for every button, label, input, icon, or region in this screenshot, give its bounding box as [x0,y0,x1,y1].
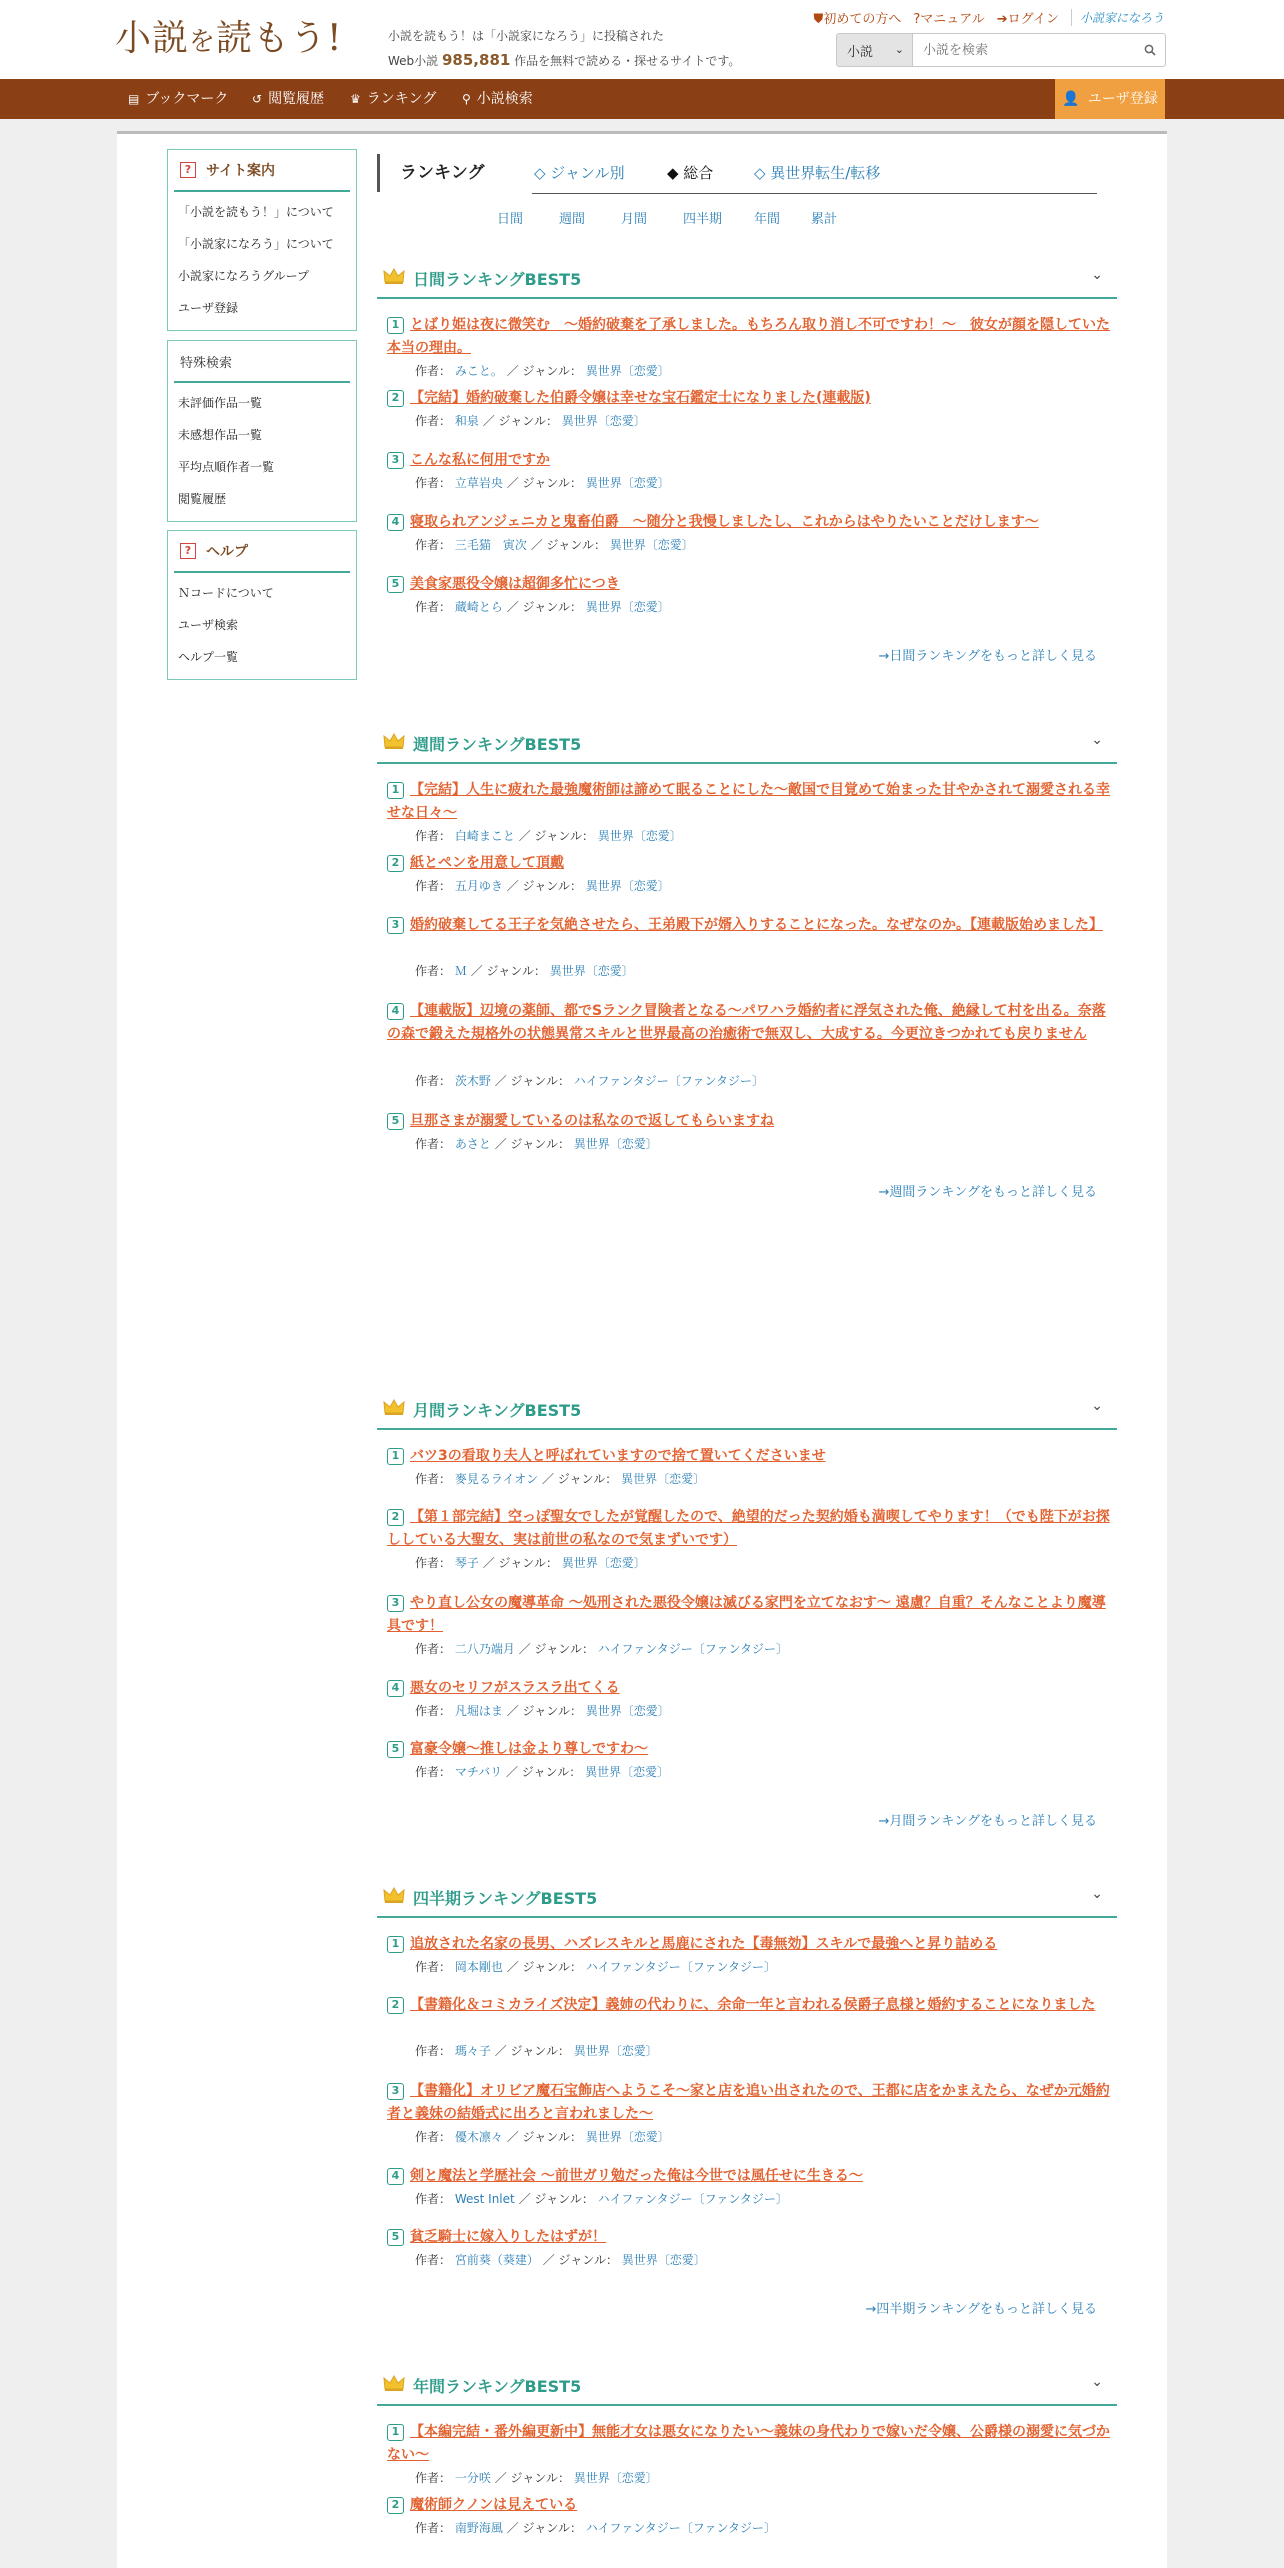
genre-label: ／ ジャンル： [506,2521,582,2535]
author-label: 作者： [415,964,452,978]
novel-meta [415,598,670,615]
ranking-entry [387,2165,1112,2206]
ranking-section-monthly [377,1390,1117,1829]
ranking-entry [387,1738,1112,1779]
author-link[interactable]: 瑪々子 [454,2044,491,2058]
more-ranking-link[interactable]: →週間ランキングをもっと詳しく見る [878,1185,1097,1200]
rank-number: 1 [387,1448,404,1465]
ranking-entry [387,2226,1112,2267]
rank-number: 3 [387,1595,404,1612]
section-header[interactable] [377,1390,1117,1430]
author-link[interactable]: 五月ゆき [454,879,503,893]
special-search-heading: 特殊検索 [174,341,350,383]
ranking-entry [387,2421,1112,2485]
search-button[interactable] [1135,34,1165,66]
ranking-entry [387,449,1112,490]
period-monthly[interactable]: 月間 [621,212,648,227]
novel-title-link[interactable]: 悪女のセリフがスラスラ出てくる [410,1680,620,1696]
genre-link[interactable]: ハイファンタジー〔ファンタジー〕 [597,2192,788,2206]
novel-title-link[interactable]: 貧乏騎士に嫁入りしたはずが！ [410,2229,606,2245]
author-label: 作者： [415,2253,452,2267]
sidebar-special-search [167,340,357,522]
rank-number: 3 [387,2083,404,2100]
author-link[interactable]: 茨木野 [454,1074,491,1088]
author-label: 作者： [415,879,452,893]
help-title: ヘルプ [206,544,248,560]
novel-meta [415,1763,669,1780]
tab-ranking-title: ランキング [377,154,485,192]
novel-meta [415,2190,788,2207]
genre-link[interactable]: 異世界〔恋愛〕 [585,1765,670,1779]
logo-text: 小説 [115,18,190,59]
crown-icon: ♛ [350,92,361,106]
nav-history[interactable] [252,79,324,119]
user-register-label: ユーザ登録 [1087,91,1158,107]
sidebar-item-user-register[interactable]: ユーザ登録 [178,301,239,315]
genre-label: ／ ジャンル： [470,964,546,978]
main-container [117,131,1167,2568]
more-ranking-link[interactable]: →月間ランキングをもっと詳しく見る [878,1814,1097,1829]
author-link[interactable]: 岡本剛也 [454,1960,503,1974]
author-link[interactable]: 三毛猫 寅次 [454,538,527,552]
rank-number: 1 [387,1936,404,1953]
novel-meta [415,1072,764,1089]
novel-meta [415,1958,776,1975]
sidebar-item-unrated[interactable]: 未評価作品一覧 [178,396,263,410]
author-link[interactable]: 宮前葵（葵建） [454,2253,539,2267]
author-label: 作者： [415,364,452,378]
chevron-down-icon[interactable]: ⌄ [1091,1398,1103,1414]
sidebar-item-about-narou[interactable]: 「小説家になろう」について [178,237,334,251]
genre-link[interactable]: 異世界〔恋愛〕 [573,2044,658,2058]
section-title: 月間ランキングBEST5 [413,1401,582,1420]
help-heading [174,531,350,573]
site-logo[interactable] [115,14,343,67]
rank-number: 3 [387,452,404,469]
ranking-section-yearly [377,2366,1117,2535]
genre-label: ／ ジャンル： [542,2253,618,2267]
novel-title-link[interactable]: 追放された名家の長男、ハズレスキルと馬鹿にされた【毒無効】スキルで最強へと昇り詰める [410,1936,998,1952]
genre-link[interactable]: 異世界〔恋愛〕 [585,2130,670,2144]
novel-title-link[interactable]: 【第１部完結】空っぽ聖女でしたが覚醒したので、絶望的だった契約婚も満喫してやります！（でも陛下がお探ししている大聖女、実は前世の私なので気まずいです） [387,1509,1110,1548]
tab-underline [532,193,1097,194]
author-label: 作者： [415,1704,452,1718]
section-title: 年間ランキングBEST5 [413,2377,582,2396]
ranking-tabs [377,154,1097,194]
sidebar-item-help-list[interactable]: ヘルプ一覧 [178,650,239,664]
site-guide-title: サイト案内 [206,163,276,179]
genre-link[interactable]: 異世界〔恋愛〕 [585,879,670,893]
novel-title-link[interactable]: 美食家悪役令嬢は超御多忙につき [410,576,620,592]
genre-label: ／ ジャンル： [506,364,582,378]
novel-meta [415,1640,788,1657]
genre-label: ／ ジャンル： [541,1472,618,1486]
tab-genre[interactable]: ◇ ジャンル別 [534,164,625,182]
ranking-section-daily [377,259,1117,664]
genre-link[interactable]: 異世界〔恋愛〕 [609,538,694,552]
rank-number: 4 [387,514,404,531]
author-label: 作者： [415,414,452,428]
author-link[interactable]: Ｍ [454,964,467,978]
author-label: 作者： [415,1137,452,1151]
author-link[interactable]: 南野海風 [454,2521,503,2535]
author-link[interactable]: みこと。 [454,364,503,378]
ranking-entry [387,1677,1112,1718]
period-cumulative[interactable]: 累計 [811,212,838,227]
author-link[interactable]: 一分咲 [454,2471,491,2485]
novel-count: 985,881 [442,51,511,69]
novel-meta [415,474,670,491]
ranking-entry [387,573,1112,614]
nav-search[interactable] [462,79,533,119]
search-box [836,33,1166,67]
novel-title-link[interactable]: バツ3の看取り夫人と呼ばれていますので捨て置いてくださいませ [410,1448,826,1464]
novel-title-link[interactable]: 【完結】婚約破棄した伯爵令嬢は幸せな宝石鑑定士になりました(連載版) [410,390,871,406]
author-label: 作者： [415,829,452,843]
user-register-button[interactable] [1055,79,1165,119]
novel-meta [415,1135,658,1152]
crown-icon [383,267,405,285]
history-icon: ↺ [252,92,263,106]
ranking-entry [387,1994,1112,2058]
novel-meta [415,362,670,379]
genre-label: ／ ジャンル： [518,829,594,843]
author-link[interactable]: あさと [454,1137,491,1151]
genre-label: ／ ジャンル： [494,1137,570,1151]
ranking-entry [387,1506,1112,1570]
author-link[interactable]: 凡堀はま [454,1704,503,1718]
author-label: 作者： [415,476,452,490]
novel-meta [415,412,646,429]
period-quarterly[interactable]: 四半期 [683,212,723,227]
genre-label: ／ ジャンル： [506,2130,582,2144]
genre-label: ／ ジャンル： [530,538,606,552]
sidebar-site-guide [167,149,357,331]
ranking-entry [387,2080,1112,2144]
manual-link[interactable] [913,8,984,27]
user-icon: 👤 [1062,91,1080,107]
desc-prefix: Web小説 [388,54,439,68]
crown-icon [383,1398,405,1416]
author-link[interactable]: マチバリ [454,1765,503,1779]
site-guide-heading [174,150,350,192]
chevron-down-icon[interactable]: ⌄ [1091,732,1103,748]
genre-link[interactable]: 異世界〔恋愛〕 [573,1137,658,1151]
rank-number: 5 [387,576,404,593]
genre-label: ／ ジャンル： [494,2044,570,2058]
bookmark-list-icon: ▤ [128,92,140,106]
novel-title-link[interactable]: 【書籍化】オリビア魔石宝飾店へようこそ～家と店を追い出されたので、王都に店をかまえたら、なぜか元婚約者と義妹の結婚式に出ろと言われました～ [387,2083,1110,2122]
genre-label: ／ ジャンル： [518,2192,594,2206]
first-time-link[interactable] [814,8,902,27]
author-link[interactable]: 優木凛々 [454,2130,503,2144]
section-header[interactable] [377,1878,1117,1918]
genre-link[interactable]: 異世界〔恋愛〕 [561,1556,646,1570]
section-title: 日間ランキングBEST5 [413,270,582,289]
novel-meta [415,2519,776,2536]
author-link[interactable]: West Inlet [454,2192,515,2206]
novel-title-link[interactable]: 【完結】人生に疲れた最強魔術師は諦めて眠ることにした～敵国で目覚めて始まった甘やかされて溺愛される幸せな日々～ [387,782,1110,821]
question-icon: ? [180,543,196,559]
genre-label: ／ ジャンル： [494,2471,570,2485]
ranking-entry [387,914,1112,978]
sidebar-help [167,530,357,680]
novel-meta [415,2128,670,2145]
genre-label: ／ ジャンル： [518,1642,594,1656]
novel-meta [415,877,670,894]
ranking-entry [387,1110,1112,1151]
genre-label: ／ ジャンル： [505,1765,582,1779]
logo-text-rest: 読もう! [216,18,343,59]
rank-number: 1 [387,2424,404,2441]
author-link[interactable]: 白崎まこと [454,829,515,843]
novel-title-link[interactable]: とばり姫は夜に微笑む ～婚約破棄を了承しました。もちろん取り消し不可ですわ！～ 彼女が顔を隠していた本当の理由。 [387,317,1110,356]
genre-label: ／ ジャンル： [494,1074,570,1088]
author-label: 作者： [415,1074,452,1088]
author-label: 作者： [415,2471,452,2485]
rank-number: 4 [387,1680,404,1697]
ranking-entry [387,511,1112,552]
rank-number: 2 [387,2497,404,2514]
author-label: 作者： [415,2521,452,2535]
novel-meta [415,962,634,979]
author-link[interactable]: 琴子 [454,1556,479,1570]
author-link[interactable]: 二八乃端月 [454,1642,515,1656]
rank-number: 5 [387,2229,404,2246]
genre-link[interactable]: 異世界〔恋愛〕 [597,829,682,843]
genre-label: ／ ジャンル： [506,1704,582,1718]
sidebar-item-no-impressions[interactable]: 未感想作品一覧 [178,428,263,442]
novel-meta [415,2251,706,2268]
rank-number: 2 [387,1509,404,1526]
more-ranking-link[interactable]: →日間ランキングをもっと詳しく見る [878,649,1097,664]
sidebar-item-narou-group[interactable]: 小説家になろうグループ [178,269,310,283]
novel-title-link[interactable]: 【書籍化＆コミカライズ決定】義姉の代わりに、余命一年と言われる侯爵子息様と婚約することになりました [410,1997,1096,2013]
genre-link[interactable]: 異世界〔恋愛〕 [585,600,670,614]
novel-meta [415,1554,646,1571]
ranking-entry [387,1000,1112,1088]
novel-meta [415,2469,658,2486]
narou-logo-link[interactable]: 小説家になろう [1071,9,1164,26]
site-header [0,0,1284,79]
author-label: 作者： [415,1960,452,1974]
genre-link[interactable]: ハイファンタジー〔ファンタジー〕 [573,1074,764,1088]
genre-link[interactable]: 異世界〔恋愛〕 [621,2253,706,2267]
crown-icon [383,732,405,750]
author-link[interactable]: 麥見るライオン [454,1472,539,1486]
author-link[interactable]: 立草岩央 [454,476,503,490]
novel-title-link[interactable]: 魔術師クノンは見えている [410,2497,578,2513]
login-icon: ➔ [996,12,1008,27]
genre-link[interactable]: 異世界〔恋愛〕 [585,364,670,378]
sidebar-item-history[interactable]: 閲覧履歴 [178,492,227,506]
crown-icon [383,2374,405,2392]
novel-meta [415,2042,658,2059]
nav-bookmark-label: ブックマーク [145,91,229,107]
rank-number: 1 [387,317,404,334]
genre-link[interactable]: ハイファンタジー〔ファンタジー〕 [597,1642,788,1656]
section-header[interactable] [377,2366,1117,2406]
question-circle-icon: ? [913,12,921,27]
novel-title-link[interactable]: 寝取られアンジェニカと鬼畜伯爵 ～随分と我慢しましたし、これからはやりたいことだけします～ [410,514,1039,530]
author-label: 作者： [415,1642,452,1656]
ranking-entry [387,779,1112,843]
rank-number: 4 [387,1003,404,1020]
novel-meta [415,827,682,844]
nav-ranking-label: ランキング [366,91,437,107]
genre-link[interactable]: 異世界〔恋愛〕 [585,1704,670,1718]
chevron-down-icon[interactable]: ⌄ [1091,1886,1103,1902]
author-label: 作者： [415,2044,452,2058]
genre-label: ／ ジャンル： [506,476,582,490]
site-description-line1: 小説を読もう！は「小説家になろう」に投稿された [388,29,665,43]
rank-number: 5 [387,1741,404,1758]
novel-title-link[interactable]: こんな私に何用ですか [410,452,550,468]
novel-meta [415,536,694,553]
nav-search-label: 小説検索 [476,91,533,107]
genre-link[interactable]: 異世界〔恋愛〕 [621,1472,706,1486]
section-title: 四半期ランキングBEST5 [413,1889,598,1908]
ranking-entry [387,1445,1112,1486]
author-link[interactable]: 蔵崎とら [454,600,503,614]
genre-label: ／ ジャンル： [506,879,582,893]
nav-history-label: 閲覧履歴 [268,91,325,107]
section-header[interactable] [377,724,1117,764]
novel-title-link[interactable]: 【連載版】辺境の薬師、都でSランク冒険者となる～パワハラ婚約者に浮気された俺、絶縁して村を出る。奈落の森で鍛えた規格外の状態異常スキルと世界最高の治癒術で無双し、大成する。今更泣きつかれても戻りません [387,1003,1106,1042]
novel-title-link[interactable]: やり直し公女の魔導革命 〜処刑された悪役令嬢は滅びる家門を立てなおす〜 遠慮？自重？そんなことより魔導具です！ [387,1595,1106,1634]
genre-label: ／ ジャンル： [506,1960,582,1974]
section-title: 週間ランキングBEST5 [413,735,582,754]
first-time-label: 初めての方へ [823,12,902,27]
rank-number: 2 [387,1997,404,2014]
nav-ranking[interactable] [350,79,436,119]
rank-number: 2 [387,855,404,872]
genre-label: ／ ジャンル： [482,414,558,428]
chevron-down-icon[interactable]: ⌄ [1091,2374,1103,2390]
search-icon: ⚲ [462,92,471,106]
search-type-value: 小説 [847,44,874,60]
novel-title-link[interactable]: 富豪令嬢～推しは金より尊しですわ～ [410,1741,648,1757]
crown-icon [383,1886,405,1904]
period-yearly[interactable]: 年間 [754,212,781,227]
genre-link[interactable]: 異世界〔恋愛〕 [585,476,670,490]
top-links [814,8,1164,27]
genre-link[interactable]: 異世界〔恋愛〕 [573,2471,658,2485]
shield-icon: ⛊ [813,12,824,27]
author-link[interactable]: 和泉 [454,414,479,428]
sidebar-item-ncode[interactable]: Ｎコードについて [178,586,274,600]
rank-number: 5 [387,1113,404,1130]
novel-title-link[interactable]: 婚約破棄してる王子を気絶させたら、王弟殿下が婿入りすることになった。なぜなのか。【連載版始めました】 [410,917,1103,933]
genre-label: ／ ジャンル： [506,600,582,614]
novel-title-link[interactable]: 旦那さまが溺愛しているのは私なので返してもらいますね [410,1113,774,1129]
chevron-down-icon[interactable]: ⌄ [1091,267,1103,283]
period-daily[interactable]: 日間 [497,212,524,227]
author-label: 作者： [415,1556,452,1570]
tab-isekai[interactable]: ◇ 異世界転生/転移 [754,164,881,182]
section-header[interactable] [377,259,1117,299]
author-label: 作者： [415,538,452,552]
nav-bookmark[interactable] [128,79,228,119]
ranking-entry [387,2494,1112,2535]
site-description [388,24,740,73]
login-label: ログイン [1007,12,1059,27]
ranking-section-weekly [377,724,1117,1200]
more-ranking-link[interactable]: →四半期ランキングをもっと詳しく見る [865,2302,1097,2317]
rank-number: 1 [387,782,404,799]
genre-link[interactable]: 異世界〔恋愛〕 [561,414,646,428]
question-icon: ? [180,162,196,178]
ranking-entry [387,1933,1112,1974]
author-label: 作者： [415,1472,452,1486]
site-description-line2 [388,48,740,73]
genre-link[interactable]: 異世界〔恋愛〕 [549,964,634,978]
search-icon [1144,44,1156,56]
sidebar-item-avg-score-authors[interactable]: 平均点順作者一覧 [178,460,275,474]
chevron-down-icon: ⌄ [894,43,904,56]
rank-number: 2 [387,390,404,407]
tab-overall[interactable]: ◆ 総合 [667,164,714,182]
search-type-select[interactable] [837,34,913,66]
novel-meta [415,1702,670,1719]
search-input[interactable] [913,34,1135,66]
genre-label: ／ ジャンル： [482,1556,558,1570]
ranking-entry [387,1592,1112,1656]
rank-number: 3 [387,917,404,934]
ranking-entry [387,314,1112,378]
sidebar-item-about-yomou[interactable]: 「小説を読もう！」について [178,205,334,219]
author-label: 作者： [415,1765,452,1779]
period-weekly[interactable]: 週間 [559,212,586,227]
novel-title-link[interactable]: 【本編完結・番外編更新中】無能才女は悪女になりたい～義妹の身代わりで嫁いだ令嬢、公爵様の溺愛に気づかない～ [387,2424,1110,2463]
main-navbar [0,79,1284,119]
login-link[interactable] [997,8,1059,27]
sidebar-item-user-search[interactable]: ユーザ検索 [178,618,239,632]
genre-link[interactable]: ハイファンタジー〔ファンタジー〕 [585,1960,776,1974]
author-label: 作者： [415,2192,452,2206]
author-label: 作者： [415,2130,452,2144]
genre-link[interactable]: ハイファンタジー〔ファンタジー〕 [585,2521,776,2535]
manual-label: マニュアル [920,12,985,27]
novel-meta [415,1470,705,1487]
rank-number: 4 [387,2168,404,2185]
ranking-entry [387,387,1112,428]
author-label: 作者： [415,600,452,614]
novel-title-link[interactable]: 紙とペンを用意して頂戴 [410,855,564,871]
logo-text-wo: を [189,27,217,57]
ranking-entry [387,852,1112,893]
desc-suffix: 作品を無料で読める・探せるサイトです。 [514,54,741,68]
novel-title-link[interactable]: 剣と魔法と学歴社会 〜前世ガリ勉だった俺は今世では風任せに生きる〜 [410,2168,863,2184]
ranking-section-quarterly [377,1878,1117,2317]
